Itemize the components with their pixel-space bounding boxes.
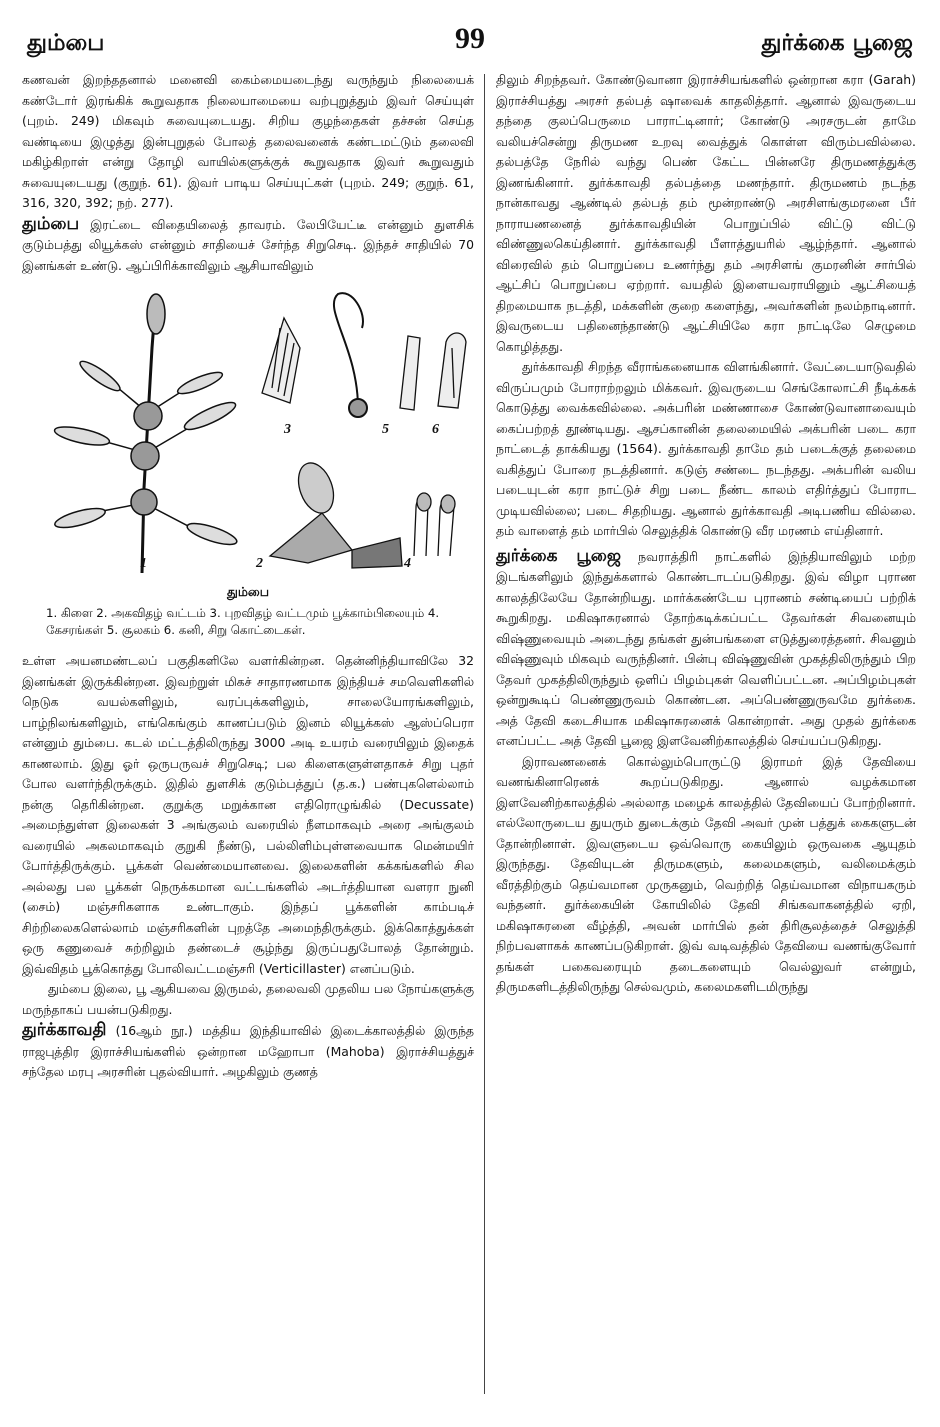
page-number: 99 xyxy=(455,22,485,55)
figure-label-6: 6 xyxy=(432,422,439,437)
stamens-drawing xyxy=(414,493,455,556)
durga-pooja-entry-text: நவராத்திரி நாட்களில் இந்தியாவிலும் மற்ற இடங்களிலும் இந்துக்களால் கொண்டாடப்படுகிறது. இவ் விழா புராண காலத்திலேயே தோன்றியது. மார்க்கண்டேய புராணம் சண்டியைப் பற்றிக் கூறுகிறது. மகிஷாசுரனால் தோற்கடிக்கப்பட்ட தேவர்கள் சிவனையும் விஷ்ணுவையும் அடைந்து தங்கள் துன்பங்களை எடுத்துரைத்தனர். சிவனும் விஷ்ணுவும் மிகவும் வருந்தினர். பின்பு விஷ்ணுவின் முகத்திலிருந்தும் பிற தேவர் முகத்திலிருந்தும் ஒளிப் பிழம்புகள் வெளிப்பட்டன. அப்பிழம்புகள் ஒன்றுகூடிப் பெண்ணுருவம் கொண்டன. அப்பெண்ணுருவமே துர்க்கை. அத் தேவி கடைசியாக மகிஷாசுரனைக் கொன்றாள். அது முதல் துர்க்கை எனப்பட்ட அத் தேவி பூஜை இளவேனிற்காலத்தில் செய்யப்படுகிறது. xyxy=(496,548,916,748)
flower-head-drawing xyxy=(270,458,402,568)
durgavati-continued-paragraph: திலும் சிறந்தவர். கோண்டுவானா இராச்சியங்களில் ஒன்றான கரா (Garah) இராச்சியத்து அரசர் தல்பத் ஷாவைக் காதலித்தார். ஆனால் இவருடைய தந்தை குலப்பெருமை பாராட்டினார்; கோண்டு அரசருடன் தாமே வலியச்சென்று திருமண உறவு வைத்துக் கொள்ள விரும்பவில்லை. தல்பத்தே நேரில் வந்து பெண் கேட்ட பின்னரே திருமணத்துக்கு இணங்கினார். துர்க்காவதி தல்பத்தை மணந்தார். திருமணம் நடந்த நான்காவது ஆண்டில் தல்பத் தம் மூன்றாண்டு அரசிளங்குமரனை பீர் நாராயணனைத் துர்க்காவதியின் பொறுப்பில் விட்டு விட்டு விண்ணுலகெய்தினார். துர்க்காவதி பீளாத்துயரில் ஆழ்ந்தார். ஆனால் விரைவில் தம் பொறுப்பை உணர்ந்து தம் அரசிளங் குமரனின் சார்பில் ஆட்சிப் பொறுப்பை ஏற்றார். வயதில் இளையவராயினும் ஆட்சியைத் திறமையாக நடத்தி, மக்களின் குறை களைந்து, அவர்களின் நலம்நாடினார். இவருடைய பதினைந்தாண்டு ஆட்சியிலே கரா நாட்டிலே செழுமை கொழித்தது. xyxy=(496,72,916,354)
durgavati-headword: துர்க்காவதி xyxy=(22,1020,107,1040)
right-column xyxy=(496,70,916,1419)
corolla-drawing xyxy=(334,293,367,417)
durga-pooja-paragraph-2: இராவணனைக் கொல்லும்பொருட்டு இராமர் இத் தேவியை வணங்கினாரெனக் கூறப்படுகிறது. ஆனால் வழக்கமான இளவேனிற்காலத்தில் அல்லாத மழைக் காலத்தில் தேவியைப் போற்றினார். எல்லோருடைய துயரும் துடைக்கும் தேவி அவர் முன் பத்துக் கைகளுடன் தோன்றினாள். இவளுடைய ஒவ்வொரு கையிலும் ஒருவகை ஆயுதம் இருந்தது. தேவியுடன் திருமகளும், கலைமகளும், வலிமைக்கும் வீரத்திற்கும் தெய்வமான முருகனும், வெற்றித் தெய்வமான விநாயகரும் வந்தனர். துர்க்கையின் கோயிலில் தேவி சிங்கவாகனத்தில் ஏறி, மகிஷாசுரனை வீழ்த்தி, அவன் மார்பில் தன் திரிசூலத்தைச் செலுத்தி நிற்பவளாகக் காணப்படுகிறாள். இவ் வடிவத்தில் தேவியை வணங்குவோர் தங்கள் பகைவரையும் தடைகளையும் வெல்லுவர் என்றும், திருமகளிடத்திலிருந்து செல்வமும், கலைமகளிடமிருந்து xyxy=(496,753,916,994)
thumbai-headword: தும்பை xyxy=(22,213,80,234)
durga-pooja-entry xyxy=(496,546,916,752)
figure-label-2: 2 xyxy=(256,556,263,571)
durga-pooja-headword: துர்க்கை பூஜை xyxy=(496,545,622,566)
thumbai-body-paragraph: உள்ள அயனமண்டலப் பகுதிகளிலே வளர்கின்றன. தென்னிந்தியாவிலே 32 இனங்கள் இருக்கின்றன. இவற்றுள் மிகச் சாதாரணமாக இந்தியச் சமவெளிகளில் நெடுக வயல்களிலும், வரப்புக்களிலும், சாலையோரங்களிலும், பாழ்நிலங்களிலும், எங்கெங்கும் காணப்படும் இனம் லியூக்கஸ் ஆஸ்ப்பெரா என்னும் தும்பை. கடல் மட்டத்திலிருந்து 3000 அடி உயரம் வரையிலும் இதைக் காணலாம். இது ஓர் ஒருபருவச் சிறுசெடி; பல கிளைகளுள்ளதாகச் சிறு புதர் போல வளர்ந்திருக்கும். இதில் துளசிக் குடும்பத்துப் (த.க.) பண்புகளெல்லாம் நன்கு தெரிகின்றன. குறுக்கு மறுக்கான எதிரொழுங்கில் (Decussate) அமைந்துள்ள இலைகள் 3 அங்குலம் வரையில் நீளமாகவும் அரை அங்குலம் வரையில் அகலமாகவும் குறுகி நீண்டு, பல்லிளிம்புள்ளவையாக மென்மயிர் போர்த்திருக்கும். பூக்கள் வெண்மையானவை. இலைகளின் கக்கங்களில் சில அல்லது பல பூக்கள் நெருக்கமான வட்டங்களில் அடர்த்தியான வளரா நுனி (சைம்) மஞ்சரிகளாக உண்டாகும். இந்தப் பூக்களின் காம்படிச் சிற்றிலைகளெல்லாம் மஞ்சரிகளின் புறத்தே அமைந்திருக்கும். இக்கொத்துக்கள் ஒரு கணுவைச் சுற்றிலும் தண்டைச் சூழ்ந்து இருப்பதுபோலத் தோன்றும். இவ்விதம் பூக்கொத்து போலிவட்டமஞ்சரி (Verticillaster) எனப்படும். xyxy=(22,653,474,976)
durgavati-entry xyxy=(22,1020,474,1083)
figure-label-4: 4 xyxy=(404,556,411,571)
figure-label-3: 3 xyxy=(284,422,291,437)
thumbai-entry-text: இரட்டை விதையிலைத் தாவரம். லேபியேட்டீ என்னும் துளசிக் குடும்பத்து லியூக்கஸ் என்னும் சாதியைச் சேர்ந்த சிறுசெடி. இந்தச் சாதியில் 70 இனங்கள் உண்டு. ஆப்பிரிக்காவிலும் ஆசியாவிலும் xyxy=(22,216,474,273)
thumbai-plant-illustration xyxy=(22,288,474,578)
durgavati-paragraph-2: துர்க்காவதி சிறந்த வீராங்கனையாக விளங்கினார். வேட்டையாடுவதில் விருப்பமும் போராற்றலும் மிக்கவர். இவருடைய செங்கோலாட்சி நீடிக்கக் கொடுத்து வைக்கவில்லை. அக்பரின் மண்ணாசை கோண்டுவானாவையும் கைப்பற்றத் தூண்டியது. ஆசப்கானின் தலைமையில் அக்பரின் படை கரா நாட்டைத் தாக்கியது (1564). துர்க்காவதி தாமே தம் படைக்குத் தலைமை வகித்துப் போரை நடத்தினார். கடுஞ் சண்டை நடந்தது. அக்பரின் வலிய படையுடன் கரா நாட்டுச் சிறு படை நீண்ட காலம் எதிர்த்துப் போராட முடியவில்லை; படை சிதறியது. ஆனால் துர்க்காவதி அடிபணிய வில்லை. தம் வாளைத் தம் மார்பில் செலுத்திக் கொண்டு வீர மரணம் எய்தினார். xyxy=(496,359,916,538)
figure-label-5: 5 xyxy=(382,422,389,437)
running-head-right: துர்க்கை பூஜை xyxy=(761,30,913,56)
thumbai-plant-figure xyxy=(22,288,474,578)
figure-title: தும்பை xyxy=(226,584,270,599)
ovary-drawing xyxy=(400,333,466,410)
page-header xyxy=(0,0,940,70)
figure-label-1: 1 xyxy=(140,556,147,571)
running-head-left: தும்பை xyxy=(27,30,105,56)
figure-caption: 1. கிளை 2. அகவிதழ் வட்டம் 3. புறவிதழ் வட்டமும் பூக்காம்பிலையும் 4. கேசரங்கள் 5. சூலகம் 6. கனி, சிறு கொட்டைகள். xyxy=(46,606,440,637)
thumbai-uses-paragraph: தும்பை இலை, பூ ஆகியவை இருமல், தலைவலி முதலிய பல நோய்களுக்கு மருந்தாகப் பயன்படுகிறது. xyxy=(22,981,474,1017)
left-column xyxy=(22,70,474,1419)
calyx-drawing xyxy=(262,318,300,403)
durgavati-entry-text: (16ஆம் நூ.) மத்திய இந்தியாவில் இடைக்காலத்தில் இருந்த ராஜபுத்திர இராச்சியங்களில் ஒன்றான மஹோபா (Mahoba) இராச்சியத்துச் சந்தேல மரபு அரசரின் புதல்வியார். அழகிலும் குணத் xyxy=(22,1023,474,1079)
thumbai-entry xyxy=(22,214,474,277)
column-divider xyxy=(484,74,485,1394)
intro-paragraph: கணவன் இறந்ததனால் மனைவி கைம்மையடைந்து வருந்தும் நிலையைக் கண்டோர் இரங்கிக் கூறுவதாக நிலையாமையை வற்புறுத்தும் இவர் செய்யுள் (புறம். 249) மிகவும் சுவையுடையது. சிறிய குழந்தைகள் தச்சன் செய்த வண்டியை இழுத்து இன்புறுதல் போலத் தலைவனைக் கண்டமட்டும் தலைவி மகிழ்கிறாள் என்று தோழி வாயில்களுக்குக் கூறுவதாக இவர் கூறுவதும் சுவையுடையது (குறுந். 61). இவர் பாடிய செய்யுட்கள் (புறம். 249; குறுந். 61, 316, 320, 392; நற். 277). xyxy=(22,72,474,210)
plant-branch-drawing xyxy=(53,294,239,573)
